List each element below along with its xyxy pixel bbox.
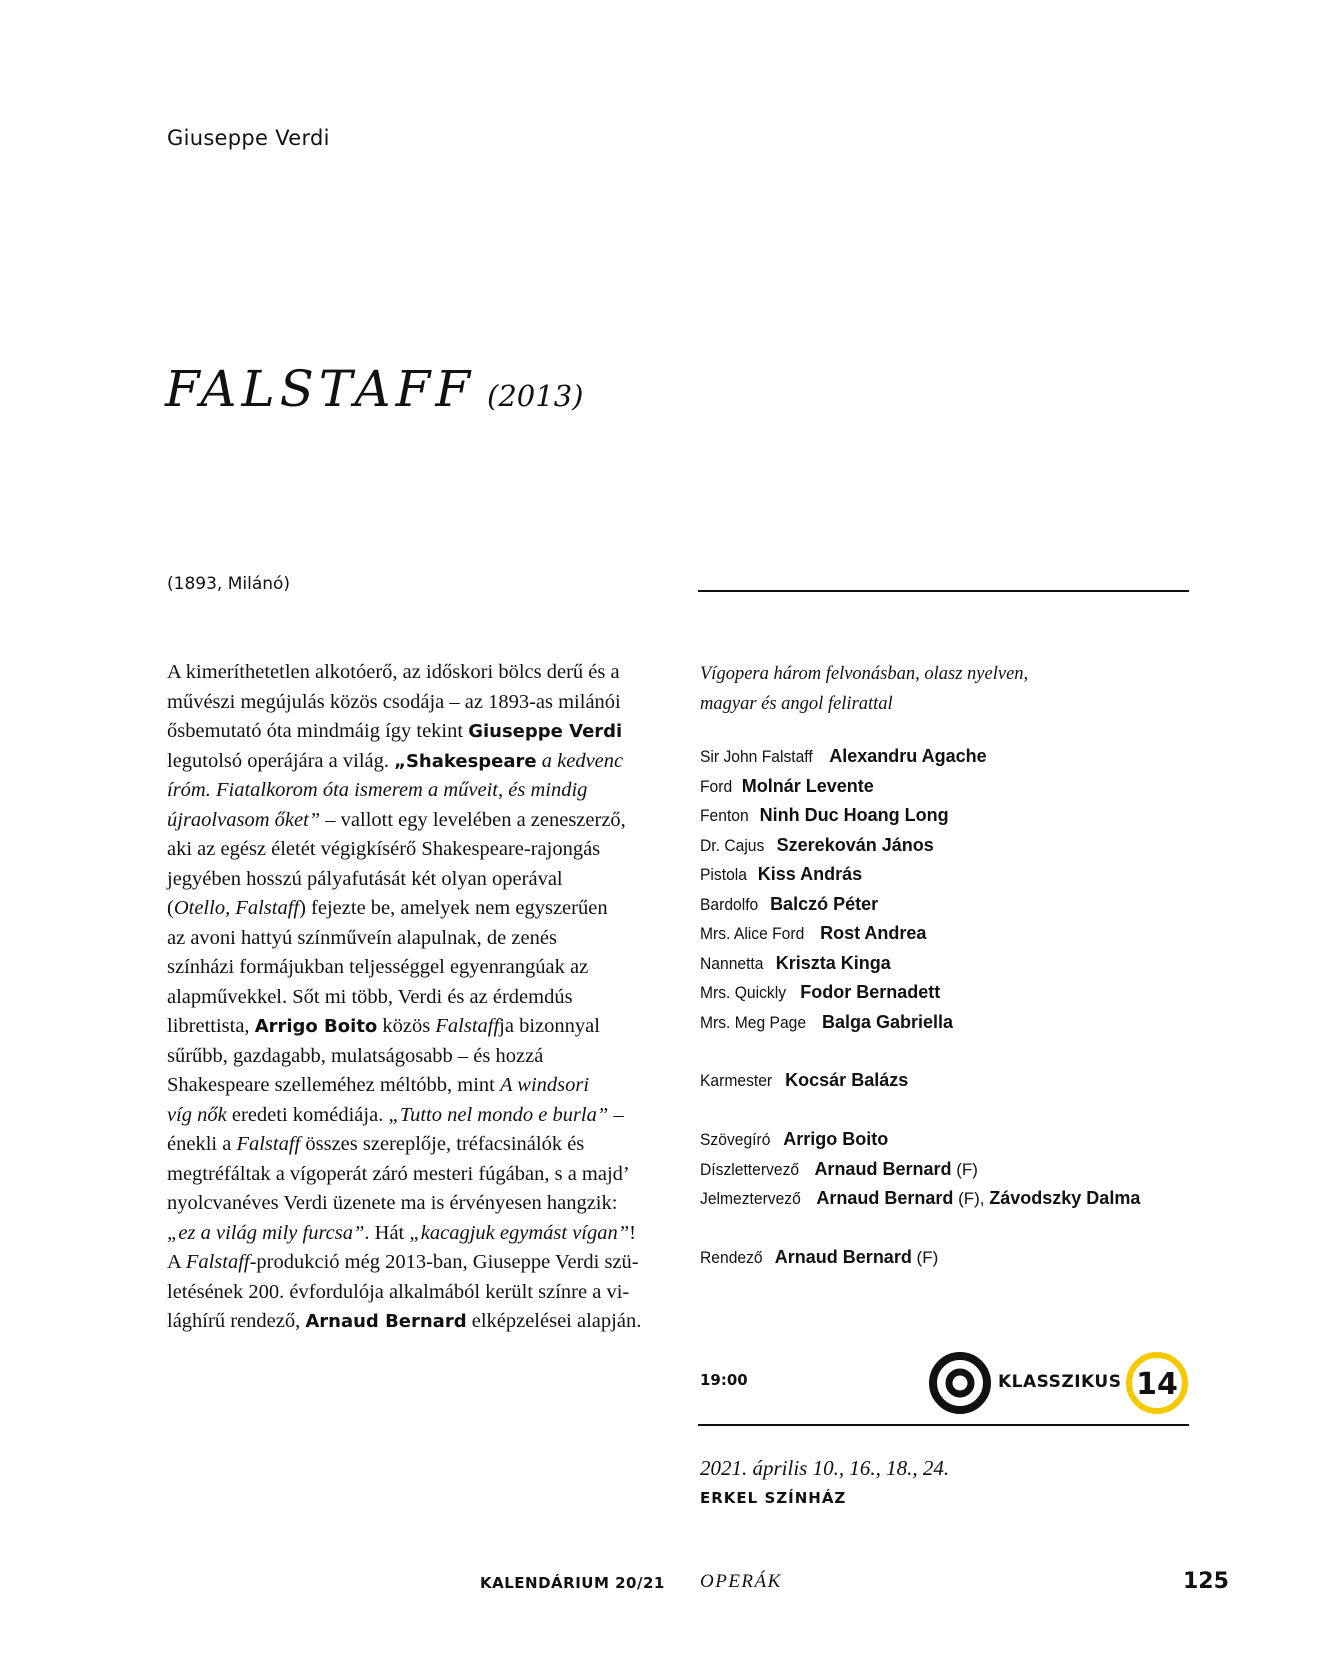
credit-role: Karmester	[700, 1071, 773, 1090]
body-text-run: legutolsó operájára a világ.	[167, 749, 395, 772]
body-line	[167, 1160, 687, 1190]
genre-line: magyar és angol felirattal	[700, 693, 893, 714]
credit-name: Fodor Bernadett	[800, 982, 941, 1002]
body-text-run: énekli a	[167, 1133, 237, 1155]
body-text-run: letésének 200. évfordulója alkalmából került színre a vi-	[167, 1280, 630, 1303]
credit-name: Alexandru Agache	[829, 746, 987, 766]
credit-row	[700, 860, 987, 890]
body-line	[167, 835, 687, 865]
body-text-run: színházi formájukban teljességgel egyenrangúak az	[167, 956, 589, 978]
body-text-run: íróm. Fiatalkorom óta ismerem a műveit, és mindig	[167, 779, 588, 801]
credit-row	[700, 949, 987, 979]
body-line	[167, 1071, 687, 1101]
credit-suffix: (F)	[911, 1248, 939, 1267]
body-line	[167, 894, 687, 924]
credit-row	[700, 772, 987, 802]
credit-role: Mrs. Alice Ford	[700, 924, 805, 943]
credit-row	[700, 1243, 938, 1273]
cast-list	[700, 742, 987, 1037]
credit-role: Sir John Falstaff	[700, 747, 813, 766]
series-badge	[928, 1350, 1190, 1416]
credit-role: Mrs. Meg Page	[700, 1012, 807, 1032]
credit-row	[700, 890, 987, 920]
body-text-run: (	[167, 897, 174, 919]
body-text-run: Giuseppe Verdi	[468, 721, 623, 742]
title-text: FALSTAFF	[165, 360, 476, 418]
body-text-run: víg nők	[167, 1103, 227, 1126]
performance-dates: 2021. április 10., 16., 18., 24.	[700, 1456, 950, 1480]
body-text-run: nyolcvanéves Verdi üzenete ma is érvényesen hangzik:	[167, 1192, 618, 1214]
body-line	[167, 983, 687, 1013]
body-text-run: az avoni hattyú színműveín alapulnak, de zenés	[167, 926, 557, 949]
body-text-run: „ez a világ mily furcsa”	[167, 1221, 365, 1244]
body-text-run: ja bizonnyal	[499, 1015, 600, 1037]
credit-role: Jelmeztervező	[700, 1189, 801, 1208]
body-line	[167, 1189, 687, 1219]
credit-name: Ninh Duc Hoang Long	[759, 805, 949, 825]
body-line	[167, 1307, 687, 1337]
body-text-run: „Tutto nel mondo e burla”	[388, 1103, 609, 1126]
credit-name: Arnaud Bernard	[816, 1188, 954, 1208]
footer-section: OPERÁK	[700, 1571, 782, 1592]
composer-name: Giuseppe Verdi	[167, 126, 330, 150]
credit-name: Kocsár Balázs	[785, 1070, 909, 1090]
body-text-run: sűrűbb, gazdagabb, mulatságosabb – és hozzá	[167, 1044, 544, 1067]
credit-row	[700, 1008, 987, 1038]
credit-name: Balga Gabriella	[822, 1011, 954, 1032]
credit-row	[700, 1184, 1140, 1214]
body-text-run: elképzelései alapján.	[466, 1310, 642, 1332]
credit-name: Balczó Péter	[770, 893, 879, 914]
body-line	[167, 924, 687, 954]
credit-role: Díszlettervező	[700, 1159, 800, 1179]
credit-role: Ford	[700, 776, 733, 796]
director-credit	[700, 1243, 938, 1273]
credit-role: Dr. Cajus	[700, 835, 765, 855]
credit-name: Arnaud Bernard	[814, 1158, 952, 1179]
body-text-run: –	[608, 1103, 624, 1126]
description-body	[167, 658, 687, 1337]
body-line	[167, 658, 687, 688]
credit-name: Rost Andrea	[820, 923, 927, 943]
credit-name: Závodszky Dalma	[989, 1188, 1141, 1208]
body-text-run: librettista,	[167, 1015, 255, 1037]
body-text-run: „Shakespeare	[394, 750, 537, 772]
body-line	[167, 1042, 687, 1072]
body-text-run: összes szereplője, tréfacsinálók és	[300, 1133, 585, 1155]
credit-role: Mrs. Quickly	[700, 983, 787, 1002]
credit-role: Fenton	[700, 806, 749, 825]
credit-row	[700, 1125, 1140, 1155]
performance-time: 19:00	[700, 1371, 748, 1389]
production-year: (2013)	[487, 379, 584, 413]
body-text-run: Falstaff	[435, 1015, 500, 1037]
genre-description	[700, 660, 1028, 719]
divider-bottom	[698, 1424, 1189, 1426]
credit-name: Szerekován János	[776, 834, 934, 855]
body-text-run: – vallott egy levelében a zeneszerző,	[320, 808, 626, 831]
body-text-run: „kacagjuk egymást vígan”	[409, 1221, 630, 1244]
body-text-run: A	[167, 1251, 186, 1273]
divider-top	[698, 590, 1189, 592]
body-line	[167, 953, 687, 983]
credit-row	[700, 978, 987, 1008]
body-text-run: -produkció még 2013-ban, Giuseppe Verdi szü-	[249, 1251, 639, 1273]
age-rating-badge	[1124, 1350, 1190, 1416]
body-text-run: megtréfáltak a vígoperát záró mesteri fúgában, s a majd’	[167, 1162, 630, 1185]
credit-name: Kiss András	[757, 864, 863, 884]
credit-name: Kriszta Kinga	[775, 952, 891, 973]
body-line	[167, 776, 687, 806]
credit-row	[700, 801, 987, 831]
credit-row	[700, 742, 987, 772]
premiere-info: (1893, Milánó)	[167, 574, 291, 594]
credit-row	[700, 919, 987, 949]
body-text-run: !	[629, 1221, 636, 1244]
body-line	[167, 688, 687, 718]
opera-title	[165, 360, 583, 418]
body-text-run: Arrigo Boito	[254, 1016, 378, 1037]
credit-row	[700, 1155, 1140, 1185]
body-line	[167, 1012, 687, 1042]
age-rating-value: 14	[1136, 1367, 1178, 1402]
credit-name: Arnaud Bernard	[774, 1247, 912, 1267]
credit-row	[700, 831, 987, 861]
body-line	[167, 1248, 687, 1278]
body-text-run: Falstaff	[236, 1133, 301, 1155]
credit-role: Nannetta	[700, 953, 764, 973]
page-number: 125	[1183, 1569, 1229, 1594]
body-text-run: közös	[377, 1015, 436, 1037]
body-text-run: alapművekkel. Sőt mi több, Verdi és az érdemdús	[167, 985, 573, 1008]
body-text-run: aki az egész életét végigkísérő Shakespeare-rajongás	[167, 838, 601, 860]
body-text-run: ) fejezte be, amelyek nem egyszerűen	[299, 897, 608, 919]
venue: ERKEL SZÍNHÁZ	[700, 1489, 847, 1507]
body-line	[167, 806, 687, 836]
body-text-run: jegyében hosszú pályafutását két olyan operával	[167, 867, 563, 890]
genre-line: Vígopera három felvonásban, olasz nyelven,	[700, 664, 1029, 684]
credit-name: Molnár Levente	[741, 775, 874, 796]
credit-name: Arrigo Boito	[783, 1129, 889, 1149]
body-text-run: eredeti komédiája.	[226, 1103, 389, 1126]
body-text-run: lághírű rendező,	[167, 1310, 306, 1332]
body-text-run: A windsori	[500, 1074, 590, 1096]
body-text-run: Falstaff	[185, 1251, 250, 1273]
body-line	[167, 1101, 687, 1131]
credit-row	[700, 1066, 908, 1096]
target-logo-icon	[928, 1350, 994, 1416]
body-text-run: művészi megújulás közös csodája – az 1893-as milánói	[167, 690, 621, 713]
body-text-run: a kedvenc	[536, 749, 624, 772]
body-text-run: ősbemutató óta mindmáig így tekint	[167, 720, 469, 742]
credit-role: Rendező	[700, 1248, 763, 1267]
creative-team	[700, 1125, 1140, 1214]
body-text-run: A kimeríthetetlen alkotóerő, az időskori bölcs derű és a	[167, 661, 620, 683]
body-line	[167, 747, 687, 777]
body-text-run: . Hát	[364, 1221, 410, 1244]
conductor-credit	[700, 1066, 908, 1096]
credit-suffix: (F),	[953, 1189, 990, 1208]
credit-role: Bardolfo	[700, 894, 759, 914]
body-line	[167, 1278, 687, 1308]
credit-suffix: (F)	[951, 1159, 978, 1179]
credit-role: Szövegíró	[700, 1130, 771, 1149]
body-text-run: Shakespeare szelleméhez méltóbb, mint	[167, 1074, 501, 1096]
series-label: KLASSZIKUS	[998, 1372, 1122, 1392]
body-text-run: Arnaud Bernard	[305, 1311, 467, 1332]
body-line	[167, 1219, 687, 1249]
footer-publication: KALENDÁRIUM 20/21	[480, 1574, 665, 1592]
body-text-run: Otello, Falstaff	[173, 897, 300, 919]
credit-role: Pistola	[700, 865, 747, 884]
body-text-run: újraolvasom őket”	[167, 808, 321, 831]
body-line	[167, 865, 687, 895]
body-line	[167, 717, 687, 747]
body-line	[167, 1130, 687, 1160]
